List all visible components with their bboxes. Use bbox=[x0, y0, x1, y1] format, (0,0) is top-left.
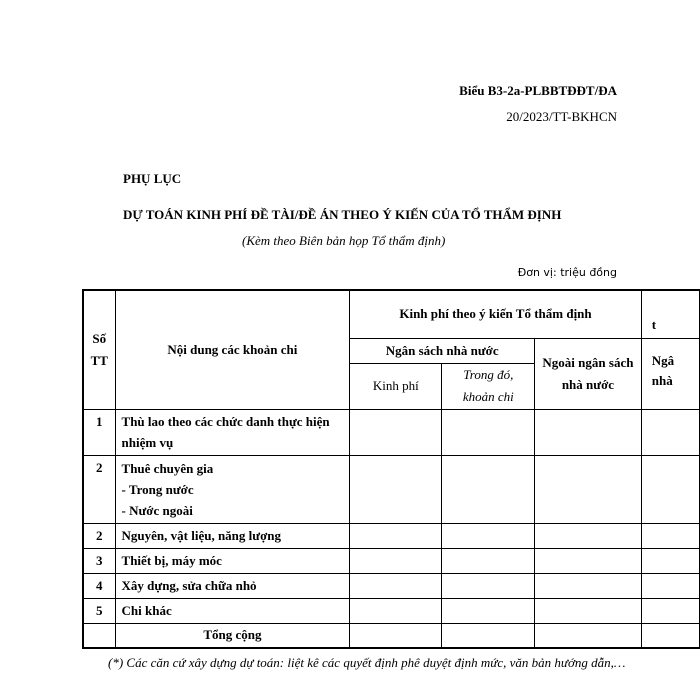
empty-cell[interactable] bbox=[641, 455, 699, 523]
group-header: Kinh phí theo ý kiến Tổ thẩm định bbox=[350, 290, 642, 338]
state-budget-header: Ngân sách nhà nước bbox=[350, 338, 535, 363]
table-row bbox=[83, 455, 700, 523]
table-row bbox=[83, 548, 700, 573]
budget-table bbox=[82, 289, 700, 649]
row-number: 3 bbox=[83, 548, 115, 573]
table-row bbox=[83, 523, 700, 548]
form-code: Biểu B3-2a-PLBBTĐĐT/ĐA bbox=[459, 83, 617, 98]
empty-cell[interactable] bbox=[535, 523, 642, 548]
non-state-header bbox=[535, 338, 642, 409]
row-number: 2 bbox=[83, 455, 115, 523]
table-row bbox=[83, 573, 700, 598]
empty-cell[interactable] bbox=[350, 573, 442, 598]
empty-cell[interactable] bbox=[535, 623, 642, 648]
empty-cell bbox=[83, 623, 115, 648]
stt-header bbox=[83, 290, 115, 409]
row-content bbox=[115, 455, 350, 523]
cut-group-header: t bbox=[641, 290, 699, 338]
empty-cell[interactable] bbox=[641, 623, 699, 648]
row-line: Thù lao theo các chức danh thực hiện bbox=[121, 414, 330, 429]
stt-header-line-2: TT bbox=[90, 352, 108, 368]
total-label: Tổng cộng bbox=[115, 623, 350, 648]
empty-cell[interactable] bbox=[442, 409, 535, 455]
appendix-label: PHỤ LỤC bbox=[123, 171, 182, 186]
empty-cell[interactable] bbox=[641, 573, 699, 598]
row-line: - Nước ngoài bbox=[121, 502, 193, 518]
state-breakdown-line-1: Trong đó, bbox=[463, 367, 514, 382]
state-breakdown-line-2: khoản chi bbox=[462, 389, 514, 404]
empty-cell[interactable] bbox=[535, 598, 642, 623]
row-line: nhiệm vụ bbox=[121, 435, 174, 450]
stt-header-line-1: Số bbox=[92, 330, 107, 346]
empty-cell[interactable] bbox=[442, 455, 535, 523]
empty-cell[interactable] bbox=[535, 455, 642, 523]
cut-sub-header bbox=[641, 338, 699, 409]
empty-cell[interactable] bbox=[442, 548, 535, 573]
row-content: Xây dựng, sửa chữa nhỏ bbox=[115, 573, 350, 598]
row-line: - Trong nước bbox=[121, 481, 194, 497]
empty-cell[interactable] bbox=[641, 548, 699, 573]
table-row bbox=[83, 409, 700, 455]
row-line: Thuê chuyên gia bbox=[121, 460, 214, 476]
empty-cell[interactable] bbox=[641, 409, 699, 455]
total-row bbox=[83, 623, 700, 648]
cut-sub-line-2: nhà bbox=[651, 372, 673, 388]
document-title: DỰ TOÁN KINH PHÍ ĐỀ TÀI/ĐỀ ÁN THEO Ý KIẾN CỦA TỔ THẨM ĐỊNH bbox=[123, 207, 562, 222]
table-row bbox=[83, 598, 700, 623]
empty-cell[interactable] bbox=[535, 573, 642, 598]
empty-cell[interactable] bbox=[641, 598, 699, 623]
empty-cell[interactable] bbox=[350, 455, 442, 523]
empty-cell[interactable] bbox=[442, 623, 535, 648]
row-number: 1 bbox=[83, 409, 115, 455]
empty-cell[interactable] bbox=[535, 409, 642, 455]
empty-cell[interactable] bbox=[442, 598, 535, 623]
header-row-1 bbox=[83, 290, 700, 338]
row-number: 4 bbox=[83, 573, 115, 598]
empty-cell[interactable] bbox=[641, 523, 699, 548]
empty-cell[interactable] bbox=[350, 409, 442, 455]
non-state-line-1: Ngoài ngân sách bbox=[542, 354, 634, 370]
row-number: 2 bbox=[83, 523, 115, 548]
row-content bbox=[115, 409, 350, 455]
non-state-line-2: nhà nước bbox=[561, 376, 615, 392]
row-content: Nguyên, vật liệu, năng lượng bbox=[115, 523, 350, 548]
row-content: Chi khác bbox=[115, 598, 350, 623]
empty-cell[interactable] bbox=[442, 573, 535, 598]
empty-cell[interactable] bbox=[442, 523, 535, 548]
row-number: 5 bbox=[83, 598, 115, 623]
empty-cell[interactable] bbox=[350, 623, 442, 648]
content-header: Nội dung các khoản chi bbox=[115, 290, 350, 409]
state-amount-header: Kinh phí bbox=[350, 363, 442, 409]
document-subtitle: (Kèm theo Biên bản họp Tổ thẩm định) bbox=[242, 233, 446, 248]
empty-cell[interactable] bbox=[535, 548, 642, 573]
circular-number: 20/2023/TT-BKHCN bbox=[506, 109, 617, 124]
empty-cell[interactable] bbox=[350, 523, 442, 548]
cut-sub-line-1: Ngâ bbox=[651, 352, 675, 368]
empty-cell[interactable] bbox=[350, 598, 442, 623]
row-content: Thiết bị, máy móc bbox=[115, 548, 350, 573]
footnote: (*) Các căn cứ xây dựng dự toán: liệt kê các quyết định phê duyệt định mức, văn bản hướng dẫn,… bbox=[108, 655, 626, 670]
empty-cell[interactable] bbox=[350, 548, 442, 573]
unit-note: Đơn vị: triệu đồng bbox=[517, 266, 617, 279]
state-breakdown-header bbox=[442, 363, 535, 409]
